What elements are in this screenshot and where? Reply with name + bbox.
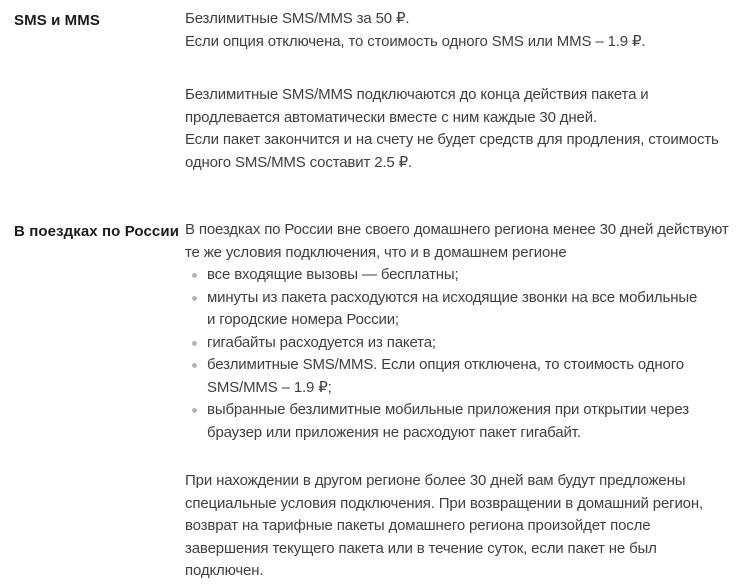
text-line: В поездках по России вне своего домашнего региона менее 30 дней действуют [185, 221, 729, 238]
paragraph-sms-renewal [185, 84, 735, 174]
text-line: безлимитные SMS/MMS. Если опция отключена, то стоимость одного [207, 356, 684, 373]
text-line: Безлимитные SMS/MMS за 50 ₽. [185, 10, 410, 27]
bullet-icon [192, 363, 197, 368]
section-label-sms-mms: SMS и MMS [14, 12, 100, 29]
list-item-text [207, 332, 436, 355]
text-line: специальные условия подключения. При возвращении в домашний регион, [185, 494, 704, 512]
list-item-text [207, 287, 697, 332]
list-item [185, 332, 735, 355]
section-label-travel-russia: В поездках по России [14, 223, 180, 240]
text-line: подключен. [185, 562, 264, 579]
text-line: одного SMS/MMS составит 2.5 ₽. [185, 153, 413, 171]
bullet-icon [192, 273, 197, 278]
list-item-text [207, 354, 684, 399]
text-line: те же условия подключения, что и в домашнем регионе [185, 243, 567, 261]
text-line: Если опция отключена, то стоимость одного SMS или MMS – 1.9 ₽. [185, 32, 646, 50]
section-content-travel-russia [185, 219, 735, 583]
text-line: и городские номера России; [207, 311, 399, 328]
list-item-text [207, 264, 459, 287]
bullet-icon [192, 296, 197, 301]
text-line: возврат на тарифные пакеты домашнего региона произойдет после [185, 517, 651, 534]
text-line: Безлимитные SMS/MMS подключаются до конца действия пакета и [185, 86, 649, 103]
text-line: Если пакет закончится и на счету не будет средств для продления, стоимость [185, 131, 719, 148]
section-sms-mms [14, 8, 735, 174]
travel-conditions-list [185, 264, 735, 444]
paragraph-other-region [185, 470, 735, 583]
text-line: браузер или приложения не расходуют пакет гигабайт. [207, 423, 581, 441]
text-line: завершения текущего пакета или в течение суток, если пакет не был [185, 539, 657, 557]
section-travel-russia [14, 219, 735, 583]
text-line: При нахождении в другом регионе более 30 дней вам будут предложены [185, 472, 686, 489]
text-line: гигабайты расходуется из пакета; [207, 333, 436, 351]
bullet-icon [192, 341, 197, 346]
list-item [185, 264, 735, 287]
text-line: SMS/MMS – 1.9 ₽; [207, 378, 332, 396]
text-line: выбранные безлимитные мобильные приложения при открытии через [207, 401, 689, 418]
text-line: все входящие вызовы — бесплатны; [207, 266, 459, 283]
section-content-sms-mms [185, 8, 735, 174]
text-line: продлевается автоматически вместе с ним каждые 30 дней. [185, 108, 597, 126]
list-item-text [207, 399, 689, 444]
paragraph-travel-intro [185, 219, 735, 264]
paragraph-sms-price [185, 8, 735, 53]
list-item [185, 354, 735, 399]
text-line: минуты из пакета расходуются на исходящие звонки на все мобильные [207, 288, 698, 306]
list-item [185, 287, 735, 332]
list-item [185, 399, 735, 444]
bullet-icon [192, 408, 197, 413]
